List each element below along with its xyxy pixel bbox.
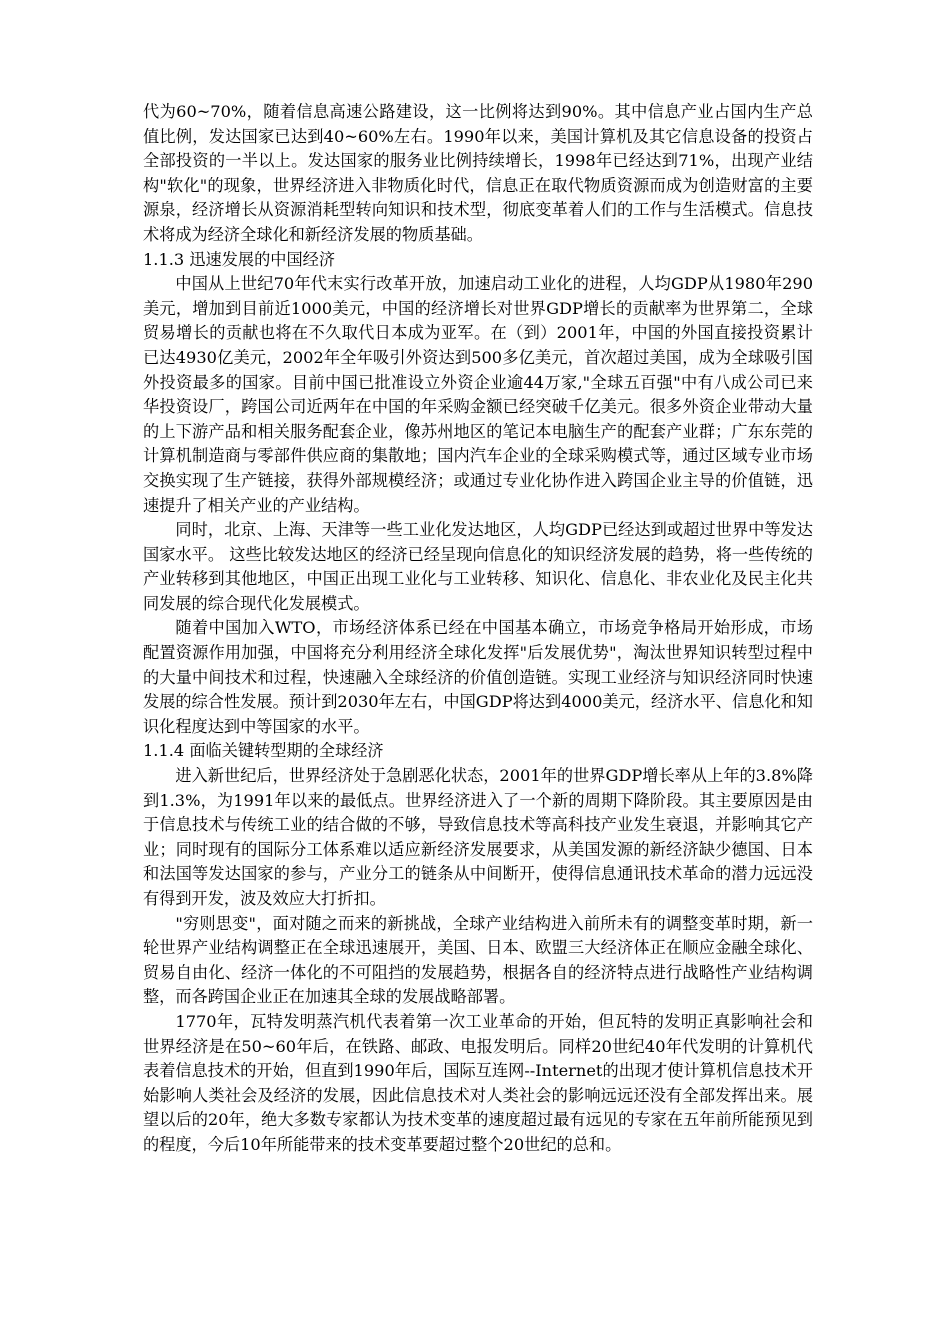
paragraph: 进入新世纪后，世界经济处于急剧恶化状态，2001年的世界GDP增长率从上年的3.8%降到1.3%，为1991年以来的最低点。世界经济进入了一个新的周期下降阶段。其主要原因是由于信息技术与传统工业的结合做的不够，导致信息技术等高科技产业发生衰退，并影响其它产业；同时现有的国际分工体系难以适应新经济发展要求，从美国发源的新经济缺少德国、日本和法国等发达国家的参与，产业分工的链条从中间断开，使得信息通讯技术革命的潜力远远没有得到开发，波及效应大打折扣。 (143, 766, 813, 908)
paragraph-continued: 代为60~70%，随着信息高速公路建设，这一比例将达到90%。其中信息产业占国内生产总值比例，发达国家已达到40~60%左右。1990年以来，美国计算机及其它信息设备的投资占全部投资的一半以上。发达国家的服务业比例持续增长，1998年已经达到71%，出现产业结构"软化"的现象，世界经济进入非物质化时代，信息正在取代物质资源而成为创造财富的主要源泉，经济增长从资源消耗型转向知识和技术型，彻底变革着人们的工作与生活模式。信息技术将成为经济全球化和新经济发展的物质基础。 (143, 102, 813, 244)
section-heading-1-1-3: 1.1.3 迅速发展的中国经济 (143, 249, 336, 269)
paragraph: 中国从上世纪70年代末实行改革开放，加速启动工业化的进程，人均GDP从1980年290美元，增加到目前近1000美元，中国的经济增长对世界GDP增长的贡献率为世界第二，全球贸易增长的贡献也将在不久取代日本成为亚军。在（到）2001年，中国的外国直接投资累计已达4930亿美元，2002年全年吸引外资达到500多亿美元，首次超过美国，成为全球吸引国外投资最多的国家。目前中国已批准设立外资企业逾44万家,"全球五百强"中有八成公司已来华投资设厂，跨国公司近两年在中国的年采购金额已经突破千亿美元。很多外资企业带动大量的上下游产品和相关服务配套企业，像苏州地区的笔记本电脑生产的配套产业群；广东东莞的计算机制造商与零部件供应商的集散地；国内汽车企业的全球采购模式等，通过区域专业市场交换实现了生产链接，获得外部规模经济；或通过专业化协作进入跨国企业主导的价值链，迅速提升了相关产业的产业结构。 (143, 274, 813, 515)
paragraph: 随着中国加入WTO，市场经济体系已经在中国基本确立，市场竞争格局开始形成，市场配置资源作用加强，中国将充分利用经济全球化发挥"后发展优势"，淘汰世界知识转型过程中的大量中间技术和过程，快速融入全球经济的价值创造链。实现工业经济与知识经济同时快速发展的综合性发展。预计到2030年左右，中国GDP将达到4000美元，经济水平、信息化和知识化程度达到中等国家的水平。 (143, 618, 813, 736)
paragraph: 同时，北京、上海、天津等一些工业化发达地区，人均GDP已经达到或超过世界中等发达国家水平。 这些比较发达地区的经济已经呈现向信息化的知识经济发展的趋势，将一些传统的产业转移到其他地区，中国正出现工业化与工业转移、知识化、信息化、非农业化及民主化共同发展的综合现代化发展模式。 (143, 520, 813, 613)
section-heading-1-1-4: 1.1.4 面临关键转型期的全球经济 (143, 741, 384, 761)
paragraph: 1770年，瓦特发明蒸汽机代表着第一次工业革命的开始，但瓦特的发明正真影响社会和世界经济是在50~60年后，在铁路、邮政、电报发明后。同样20世纪40年代发明的计算机代表着信息技术的开始，但直到1990年后，国际互连网--Internet的出现才使计算机信息技术开始影响人类社会及经济的发展，因此信息技术对人类社会的影响远远还没有全部发挥出来。展望以后的20年，绝大多数专家都认为技术变革的速度超过最有远见的专家在五年前所能预见到的程度，今后10年所能带来的技术变革要超过整个20世纪的总和。 (143, 1011, 813, 1154)
document-body (143, 100, 813, 1158)
paragraph: "穷则思变"，面对随之而来的新挑战，全球产业结构进入前所未有的调整变革时期，新一轮世界产业结构调整正在全球迅速展开，美国、日本、欧盟三大经济体正在顺应金融全球化、贸易自由化、经济一体化的不可阻挡的发展趋势，根据各自的经济特点进行战略性产业结构调整，而各跨国企业正在加速其全球的发展战略部署。 (143, 913, 813, 1007)
